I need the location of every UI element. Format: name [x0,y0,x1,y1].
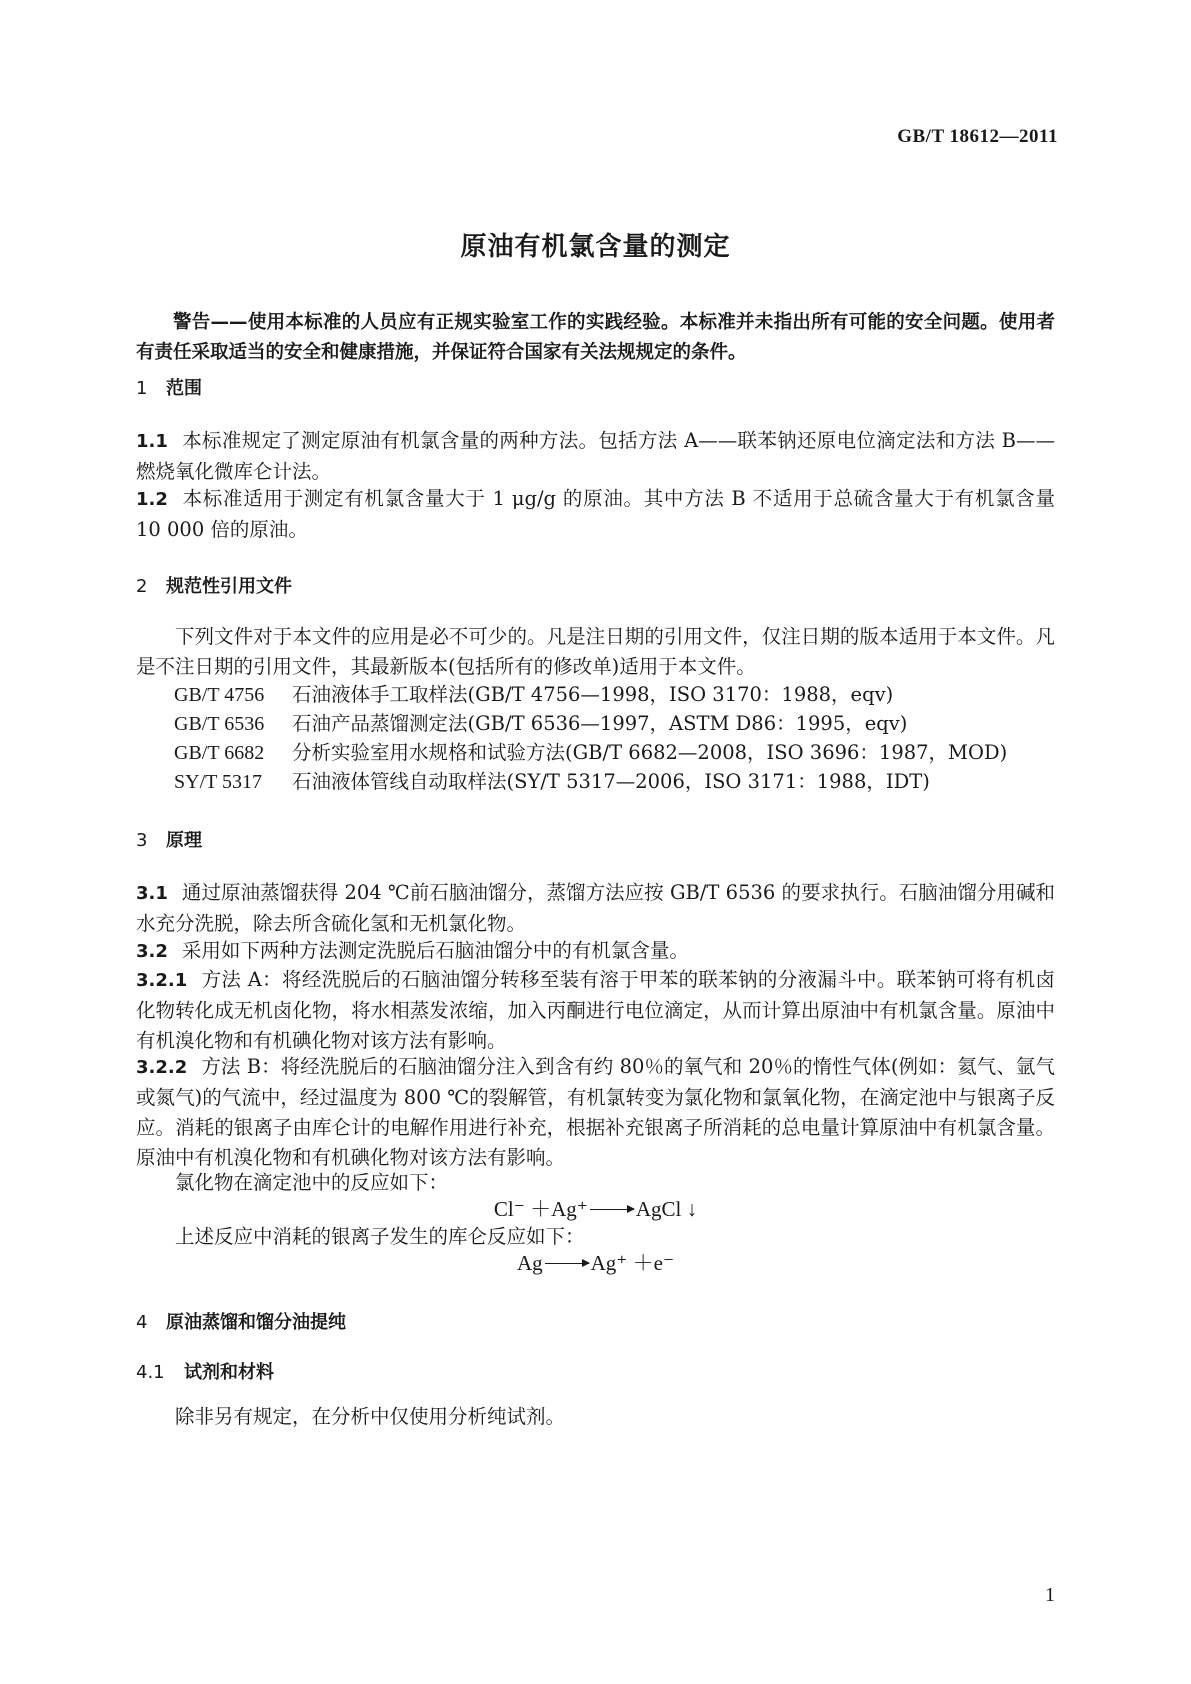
page-number: 1 [1045,1584,1055,1606]
clause-text: 方法 B：将经洗脱后的石脑油馏分注入到含有约 80％的氧气和 20％的惰性气体(例如：氦气、氩气或氮气)的气流中，经过温度为 800 ℃的裂解管，有机氯转变为氯化物和氯氧化物，在滴定池中与银离子反应。消耗的银离子由库仑计的电解作用进行补充，根据补充银离子所消耗的总电量计算原油中有机氯含量。原油中有机溴化物和有机碘化物对该方法有影响。 [136,1055,1055,1169]
warning-paragraph: 警告——使用本标准的人员应有正规实验室工作的实践经验。本标准并未指出所有可能的安全问题。使用者有责任采取适当的安全和健康措施，并保证符合国家有关法规规定的条件。 [136,312,1055,363]
reaction-intro: 氯化物在滴定池中的反应如下： [175,1171,449,1194]
clause-3-2-2 [136,1052,1055,1173]
clause-text: 方法 A：将经洗脱后的石脑油馏分转移至装有溶于甲苯的联苯钠的分液漏斗中。联苯钠可将有机卤化物转化成无机卤化物，将水相蒸发浓缩，加入丙酮进行电位滴定，从而计算出原油中有机氯含量。原油中有机溴化物和有机碘化物对该方法有影响。 [136,968,1055,1052]
section-4-heading [136,1308,346,1334]
reference-code: GB/T 4756 [174,684,265,706]
reference-code: SY/T 5317 [174,771,262,793]
clause-number: 3.1 [136,883,168,904]
normative-references-intro: 下列文件对于本文件的应用是必不可少的。凡是注日期的引用文件，仅注日期的版本适用于本文件。凡是不注日期的引用文件，其最新版本(包括所有的修改单)适用于本文件。 [136,625,1055,678]
reference-code: GB/T 6536 [174,713,265,735]
clause-3-2-1 [136,965,1055,1056]
reference-title: 石油产品蒸馏测定法(GB/T 6536—1997，ASTM D86：1995，eqv) [292,712,908,735]
equation-left: Ag [516,1251,543,1275]
clause-text: 通过原油蒸馏获得 204 ℃前石脑油馏分，蒸馏方法应按 GB/T 6536 的要求执行。石脑油馏分用碱和水充分洗脱，除去所含硫化氢和无机氯化物。 [136,881,1055,935]
reagents-paragraph: 除非另有规定，在分析中仅使用分析纯试剂。 [175,1405,566,1428]
clause-number: 3.2.1 [136,970,188,991]
reference-title: 石油液体管线自动取样法(SY/T 5317—2006，ISO 3171：1988，IDT) [292,770,930,793]
clause-1-2 [136,484,1055,545]
equation-left: Cl⁻ ＋Ag⁺ [493,1197,588,1221]
reference-item [174,680,893,710]
section-number: 1 [136,378,148,399]
subsection-title: 试剂和材料 [184,1362,274,1383]
reference-title: 分析实验室用水规格和试验方法(GB/T 6682—2008，ISO 3696：1987，MOD) [292,741,1008,764]
reaction-arrow [590,1209,634,1210]
clause-3-1 [136,878,1055,939]
clause-number: 3.2.2 [136,1057,188,1078]
clause-number: 1.2 [136,489,168,510]
section-1-heading [136,374,202,400]
clause-text: 采用如下两种方法测定洗脱后石脑油馏分中的有机氯含量。 [181,939,689,962]
section-number: 4 [136,1312,148,1333]
reaction-arrow [545,1263,589,1264]
subsection-number: 4.1 [136,1362,165,1383]
section-title: 原理 [166,830,202,851]
section-title: 范围 [166,378,202,399]
section-title: 规范性引用文件 [166,576,292,597]
reference-title: 石油液体手工取样法(GB/T 4756—1998，ISO 3170：1988，eqv) [292,683,894,706]
section-3-heading [136,826,202,852]
reference-code: GB/T 6682 [174,742,265,764]
reference-item [174,738,1007,768]
subsection-4-1-heading [136,1358,274,1384]
reaction-intro-2: 上述反应中消耗的银离子发生的库仑反应如下： [175,1225,585,1248]
clause-number: 3.2 [136,941,168,962]
reaction-equation-2 [0,1247,1191,1277]
clause-number: 1.1 [136,431,168,452]
section-number: 2 [136,576,148,597]
clause-1-1 [136,426,1055,487]
section-2-heading [136,572,292,598]
equation-right: Ag⁺ ＋e⁻ [590,1251,675,1275]
section-number: 3 [136,830,148,851]
standard-number: GB/T 18612—2011 [897,126,1058,147]
document-title: 原油有机氯含量的测定 [460,232,731,262]
reference-item [174,709,907,739]
equation-right: AgCl ↓ [635,1197,698,1221]
section-title: 原油蒸馏和馏分油提纯 [166,1312,346,1333]
clause-3-2 [136,936,1055,967]
clause-text: 本标准规定了测定原油有机氯含量的两种方法。包括方法 A——联苯钠还原电位滴定法和方法 B——燃烧氧化微库仑计法。 [136,429,1055,483]
clause-text: 本标准适用于测定有机氯含量大于 1 μg/g 的原油。其中方法 B 不适用于总硫含量大于有机氯含量 10 000 倍的原油。 [136,487,1055,541]
reference-item [174,767,930,797]
reaction-equation-1 [0,1193,1191,1223]
